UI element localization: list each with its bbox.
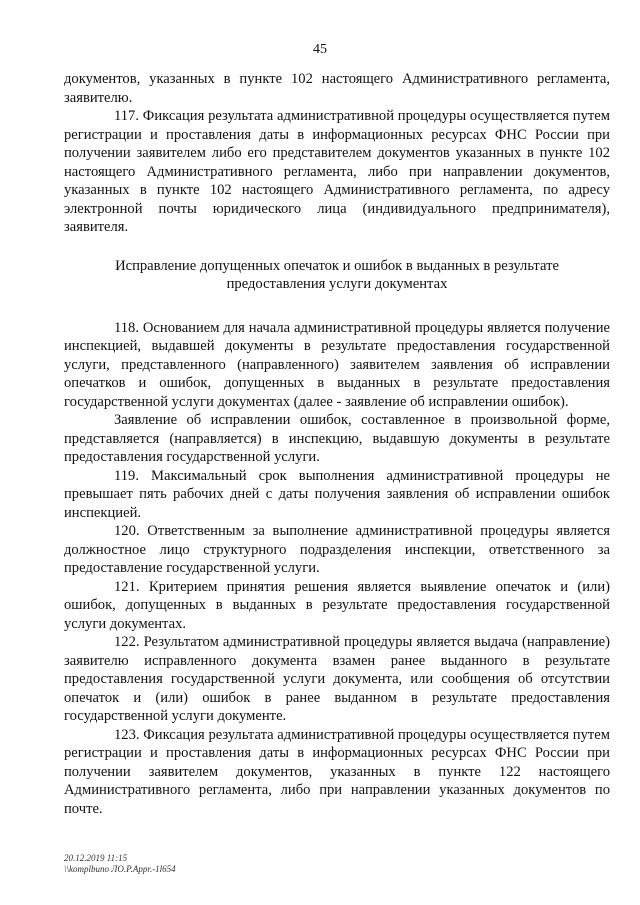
paragraph-119: 119. Максимальный срок выполнения административной процедуры не превышает пять рабочих дней с даты получения заявления об исправлении ошибок инспекцией. [64,467,610,521]
paragraph-continuation: документов, указанных в пункте 102 настоящего Административного регламента, заявителю. [64,71,610,106]
paragraph-118-application: Заявление об исправлении ошибок, составленное в произвольной форме, представляется (направляется) в инспекцию, выдавшую документы в результате предоставления государственной услуги. [64,412,610,465]
paragraph-123: 123. Фиксация результата административной процедуры осуществляется путем регистрации и проставления даты в информационных ресурсах ФНС России при получении заявителем документов, указанных в пункте 122 настоящего Административного регламента, либо при направлении указанных документов по почте. [64,726,610,817]
section-heading: Исправление допущенных опечаток и ошибок в выданных в результате предоставления услуги документах [115,257,559,292]
paragraph-122: 122. Результатом административной процедуры является выдача (направление) заявителю исправленного документа взамен ранее выданного в результате предоставления государственной услуги документа, или сообщения об отсутствии опечаток и (или) ошибок в ранее выданном в результате предоставления государственной услуги документе. [64,634,610,724]
paragraph-118: 118. Основанием для начала административной процедуры является получение инспекцией, выдавшей документы в результате предоставления государственной услуги, представленного (направленного) заявителем заявления об исправлении опечатков и ошибок, допущенных в выданных в результате предоставления государственной услуги документах (далее - заявление об исправлении ошибок). [64,319,610,410]
paragraph-117: 117. Фиксация результата административной процедуры осуществляется путем регистрации и проставления даты в информационных ресурсах ФНС России при получении заявителем либо его представителем документов указанных в пункте 102 настоящего Административного регламента, либо при направлении документов, указанных в пункте 102 настоящего Административного регламента, по адресу электронной почты юридического лица (индивидуального предпринимателя), заявителя. [64,108,610,235]
footer-date: 20.12.2019 11:15 [64,853,128,863]
footer [64,853,176,875]
footer-path: \\komplbuno ЛО.Р.Appr.-1l654 [64,864,176,874]
paragraph-120: 120. Ответственным за выполнение административной процедуры является должностное лицо структурного подразделения инспекции, ответственного за предоставление государственной услуги. [64,523,610,576]
document-body [64,70,610,818]
page-number: 45 [313,42,327,57]
paragraph-121: 121. Критерием принятия решения является выявление опечаток и (или) ошибок, допущенных в выданных в результате предоставления государственной услуги документах. [64,578,610,632]
